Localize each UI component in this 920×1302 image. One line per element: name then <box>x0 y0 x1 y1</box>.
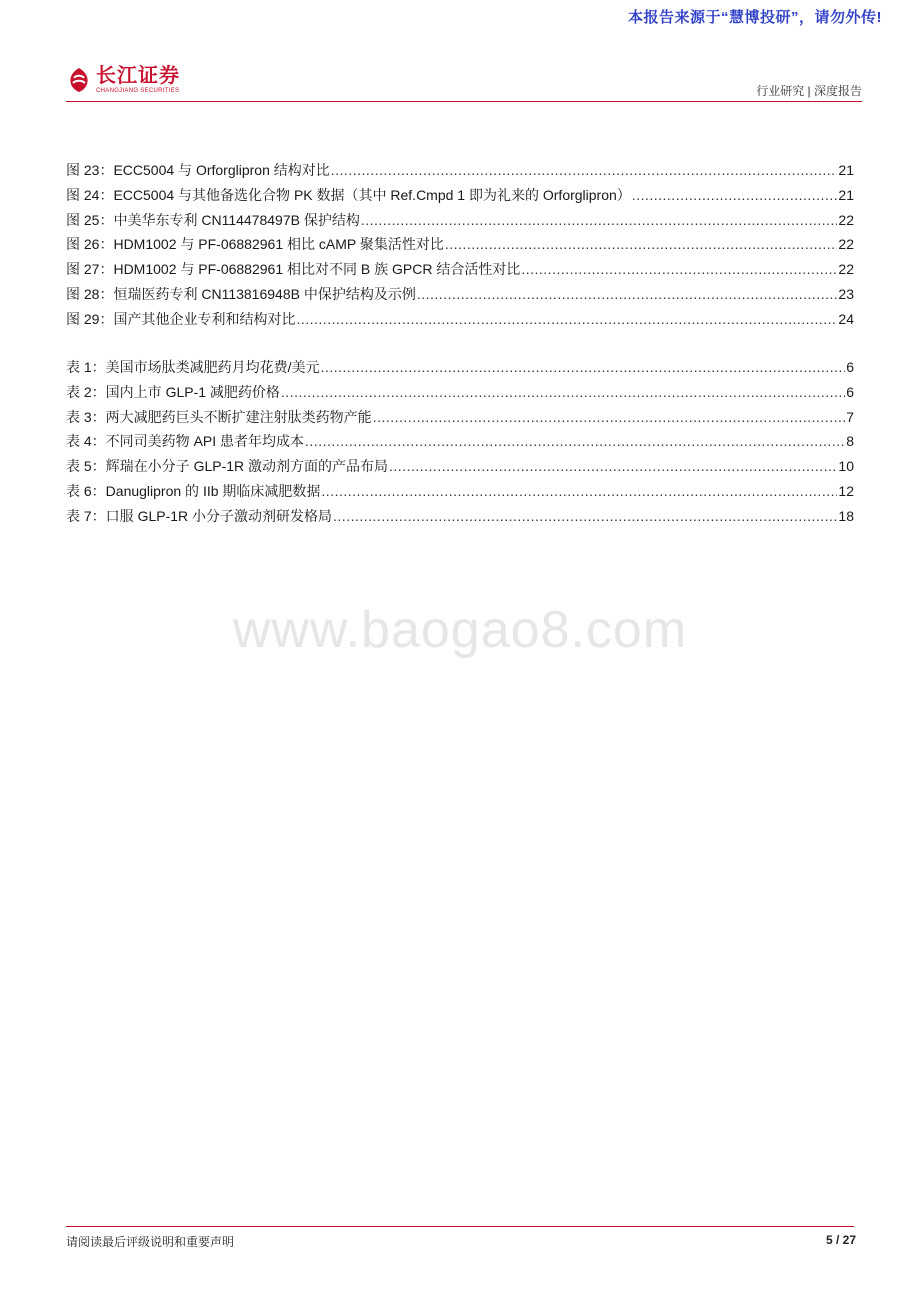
toc-leader-dots <box>521 261 837 277</box>
toc-leader-dots <box>361 212 838 228</box>
toc-entry-label: 表 1：美国市场肽类减肥药月均花费/美元 <box>66 359 320 375</box>
toc-entry-label: 表 3：两大减肥药巨头不断扩建注射肽类药物产能 <box>66 408 372 425</box>
toc-entry-label: 图 28：恒瑞医药专利 CN113816948B 中保护结构及示例 <box>66 285 416 302</box>
toc-page-number: 21 <box>838 162 854 178</box>
toc-page-number: 7 <box>846 408 854 425</box>
toc-row-table[interactable] <box>66 481 854 506</box>
toc-page-number: 22 <box>838 261 854 278</box>
toc-leader-dots <box>321 483 837 499</box>
report-category: 行业研究 | 深度报告 <box>756 84 862 98</box>
toc-page-number: 6 <box>846 383 854 400</box>
toc-entry-label: 图 25：中美华东专利 CN114478497B 保护结构 <box>66 211 360 228</box>
figure-index <box>66 160 854 334</box>
toc-entry-label: 表 7：口服 GLP-1R 小分子激动剂研发格局 <box>66 507 333 524</box>
toc-page-number: 21 <box>838 186 854 203</box>
table-index <box>66 357 854 531</box>
page-indicator: 5 / 27 <box>825 1233 856 1247</box>
toc-row-figure[interactable] <box>66 185 854 210</box>
toc-entry-label: 图 29：国产其他企业专利和结构对比 <box>66 310 296 327</box>
toc-row-figure[interactable] <box>66 210 854 235</box>
toc-leader-dots <box>331 162 838 178</box>
toc-leader-dots <box>445 236 838 252</box>
toc-entry-label: 图 24：ECC5004 与其他备选化合物 PK 数据（其中 Ref.Cmpd 1 即为礼来的 Orforglipron） <box>66 186 631 203</box>
toc-row-figure[interactable] <box>66 259 854 284</box>
logo-name-cn: 长江证券 <box>96 65 180 87</box>
toc-entry-label: 图 27：HDM1002 与 PF-06882961 相比对不同 B 族 GPCR 结合活性对比 <box>66 261 521 278</box>
toc-row-figure[interactable] <box>66 309 854 334</box>
toc-row-table[interactable] <box>66 407 854 432</box>
header-divider <box>66 101 862 102</box>
toc-leader-dots <box>281 384 845 400</box>
toc-entry-label: 表 2：国内上市 GLP-1 减肥药价格 <box>66 383 280 400</box>
toc-leader-dots <box>373 409 846 425</box>
toc-leader-dots <box>305 433 845 449</box>
toc-row-table[interactable] <box>66 431 854 456</box>
toc-entry-label: 图 26：HDM1002 与 PF-06882961 相比 cAMP 聚集活性对比 <box>66 236 444 253</box>
toc-row-figure[interactable] <box>66 284 854 309</box>
toc-leader-dots <box>321 359 846 375</box>
logo-name-en: CHANGJIANG SECURITIES <box>96 88 180 94</box>
footer-divider <box>66 1226 854 1227</box>
footer-disclaimer: 请阅读最后评级说明和重要声明 <box>66 1235 235 1249</box>
toc-leader-dots <box>296 311 837 327</box>
toc-page-number: 22 <box>838 236 854 253</box>
toc-row-figure[interactable] <box>66 160 854 185</box>
toc-entry-label: 表 4：不同司美药物 API 患者年均成本 <box>66 433 305 450</box>
toc-page-number: 8 <box>846 433 854 450</box>
watermark: www.baogao8.com <box>232 601 688 659</box>
logo-emblem-icon <box>66 66 92 94</box>
toc-row-table[interactable] <box>66 506 854 531</box>
toc-row-table[interactable] <box>66 456 854 481</box>
toc-row-table[interactable] <box>66 357 854 382</box>
toc-page-number: 24 <box>838 310 854 327</box>
toc-page-number: 10 <box>838 458 854 475</box>
toc-leader-dots <box>417 286 838 302</box>
toc-row-table[interactable] <box>66 382 854 407</box>
toc-page-number: 23 <box>838 285 854 302</box>
toc-page-number: 12 <box>838 482 854 499</box>
toc-entry-label: 表 6：Danuglipron 的 IIb 期临床减肥数据 <box>66 482 321 499</box>
toc-page-number: 22 <box>838 211 854 228</box>
toc-leader-dots <box>333 508 837 524</box>
company-logo <box>66 66 180 94</box>
toc-page-number: 18 <box>838 507 854 524</box>
toc-row-figure[interactable] <box>66 234 854 259</box>
toc-entry-label: 图 23：ECC5004 与 Orforglipron 结构对比 <box>66 162 330 178</box>
toc-page-number: 6 <box>846 359 854 375</box>
toc-entry-label: 表 5：辉瑞在小分子 GLP-1R 激动剂方面的产品布局 <box>66 458 389 475</box>
toc-leader-dots <box>389 458 837 474</box>
source-notice: 本报告来源于“慧博投研”，请勿外传! <box>628 9 882 26</box>
toc-leader-dots <box>632 187 838 203</box>
